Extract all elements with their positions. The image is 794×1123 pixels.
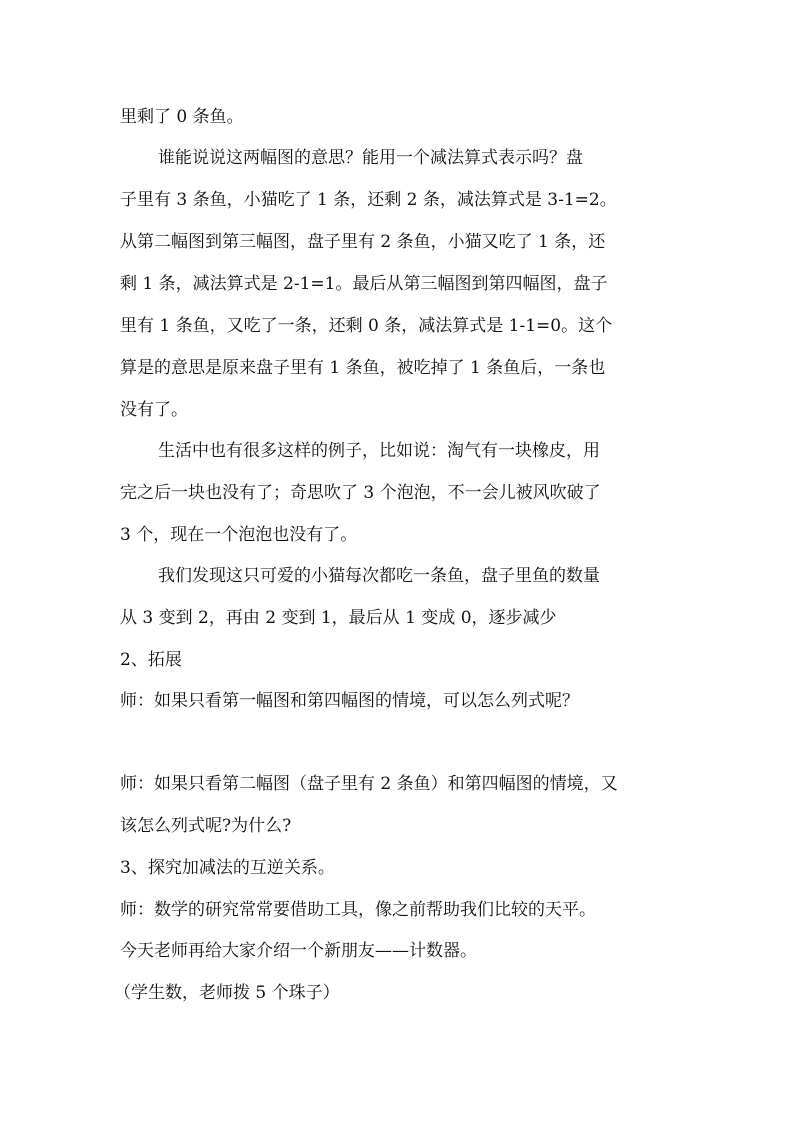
section-heading: 3、探究加减法的互逆关系。 — [120, 858, 335, 878]
text-line: 里有 1 条鱼，又吃了一条，还剩 0 条，减法算式是 1-1=0。这个 — [120, 316, 613, 336]
text-line: 从第二幅图到第三幅图，盘子里有 2 条鱼，小猫又吃了 1 条，还 — [120, 232, 606, 252]
text-line: 完之后一块也没有了；奇思吹了 3 个泡泡，不一会儿被风吹破了 — [120, 483, 601, 503]
text-line: 从 3 变到 2，再由 2 变到 1，最后从 1 变成 0，逐步减少 — [120, 608, 557, 628]
text-line: 今天老师再给大家介绍一个新朋友——计数器。 — [120, 941, 477, 961]
text-line: 子里有 3 条鱼，小猫吃了 1 条，还剩 2 条，减法算式是 3-1=2。 — [120, 190, 617, 210]
text-line: 师：如果只看第二幅图（盘子里有 2 条鱼）和第四幅图的情境，又 — [120, 774, 618, 794]
text-line: 师：数学的研究常常要借助工具，像之前帮助我们比较的天平。 — [120, 900, 596, 920]
text-line: 生活中也有很多这样的例子，比如说：淘气有一块橡皮，用 — [158, 441, 600, 461]
text-line: 算是的意思是原来盘子里有 1 条鱼，被吃掉了 1 条鱼后，一条也 — [120, 358, 606, 378]
text-line: 3 个，现在一个泡泡也没有了。 — [120, 525, 358, 545]
text-line: 谁能说说这两幅图的意思？能用一个减法算式表示吗？盘 — [158, 148, 583, 168]
text-line: 师：如果只看第一幅图和第四幅图的情境，可以怎么列式呢？ — [120, 691, 579, 711]
text-line: （学生数，老师拨 5 个珠子） — [114, 983, 340, 1003]
text-line: 没有了。 — [120, 400, 188, 420]
text-line: 我们发现这只可爱的小猫每次都吃一条鱼，盘子里鱼的数量 — [158, 566, 600, 586]
text-line: 剩 1 条，减法算式是 2-1=1。最后从第三幅图到第四幅图，盘子 — [120, 274, 608, 294]
section-heading: 2、拓展 — [120, 650, 182, 670]
text-line: 该怎么列式呢?为什么? — [120, 816, 292, 836]
text-line: 里剩了 0 条鱼。 — [120, 107, 244, 127]
